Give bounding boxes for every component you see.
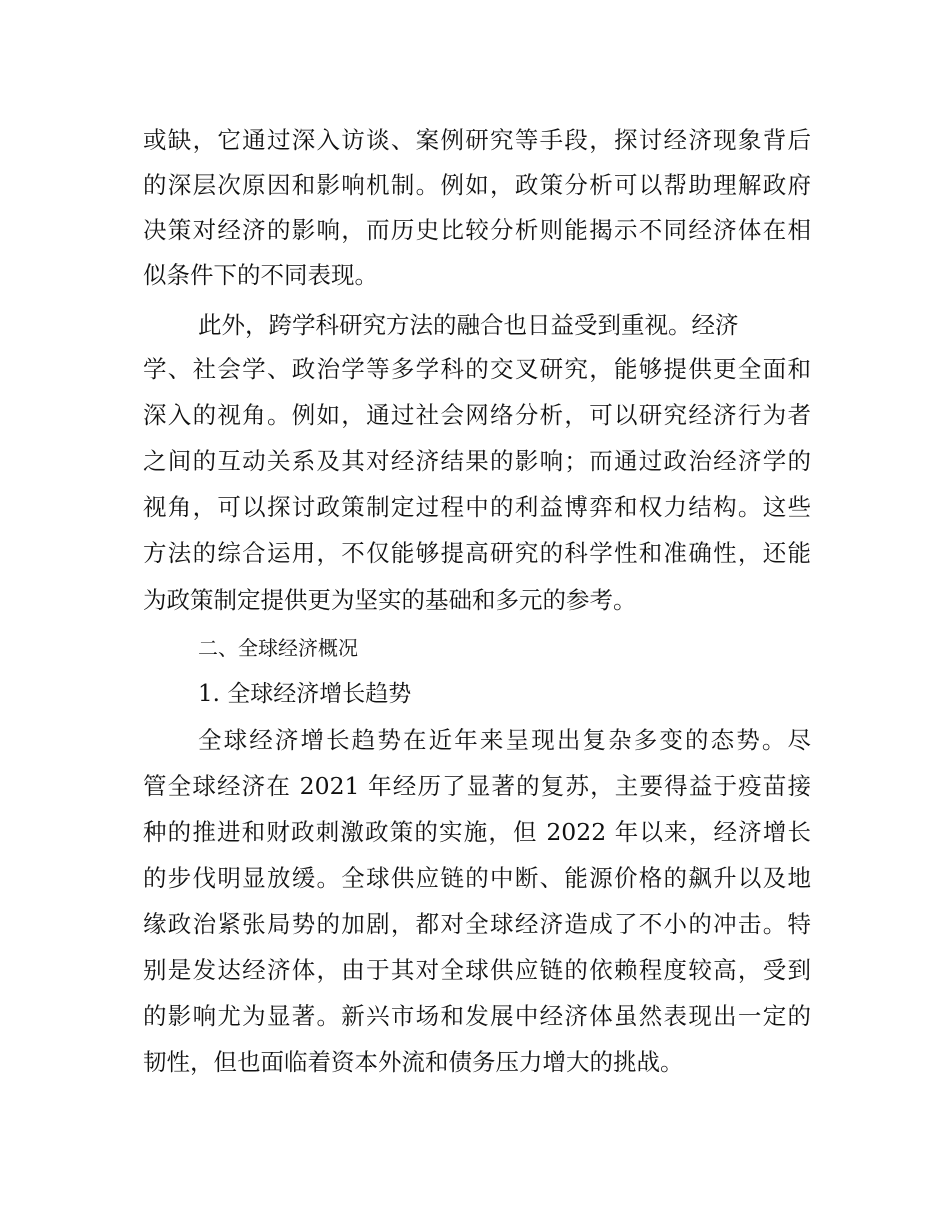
text-line: 的步伐明显放缓。全球供应链的中断、能源价格的飙升以及地 [143, 864, 811, 892]
subsection-heading: 1. 全球经济增长趋势 [198, 681, 412, 707]
text-line: 深入的视角。例如，通过社会网络分析，可以研究经济行为者 [143, 401, 811, 429]
text-line: 此外，跨学科研究方法的融合也日益受到重视。经济 [198, 311, 739, 339]
text-line: 全球经济增长趋势在近年来呈现出复杂多变的态势。尽 [198, 726, 811, 754]
text-line: 之间的互动关系及其对经济结果的影响；而通过政治经济学的 [143, 447, 811, 475]
text-line: 管全球经济在 2021 年经历了显著的复苏，主要得益于疫苗接 [143, 772, 811, 800]
text-line: 学、社会学、政治学等多学科的交叉研究，能够提供更全面和 [143, 355, 811, 383]
text-line: 的影响尤为显著。新兴市场和发展中经济体虽然表现出一定的 [143, 1002, 811, 1030]
section-heading: 二、全球经济概况 [198, 636, 358, 660]
text-line: 的深层次原因和影响机制。例如，政策分析可以帮助理解政府 [143, 171, 811, 199]
text-line: 似条件下的不同表现。 [143, 261, 378, 289]
text-line: 别是发达经济体，由于其对全球供应链的依赖程度较高，受到 [143, 956, 811, 984]
text-line: 或缺，它通过深入访谈、案例研究等手段，探讨经济现象背后 [143, 126, 811, 154]
text-line: 缘政治紧张局势的加剧，都对全球经济造成了不小的冲击。特 [143, 910, 811, 938]
text-line: 方法的综合运用，不仅能够提高研究的科学性和准确性，还能 [143, 539, 811, 567]
text-line: 韧性，但也面临着资本外流和债务压力增大的挑战。 [143, 1048, 684, 1076]
text-line: 为政策制定提供更为坚实的基础和多元的参考。 [143, 586, 637, 614]
text-line: 决策对经济的影响，而历史比较分析则能揭示不同经济体在相 [143, 216, 811, 244]
text-line: 视角，可以探讨政策制定过程中的利益博弈和权力结构。这些 [143, 493, 811, 521]
text-line: 种的推进和财政刺激政策的实施，但 2022 年以来，经济增长 [143, 818, 811, 846]
